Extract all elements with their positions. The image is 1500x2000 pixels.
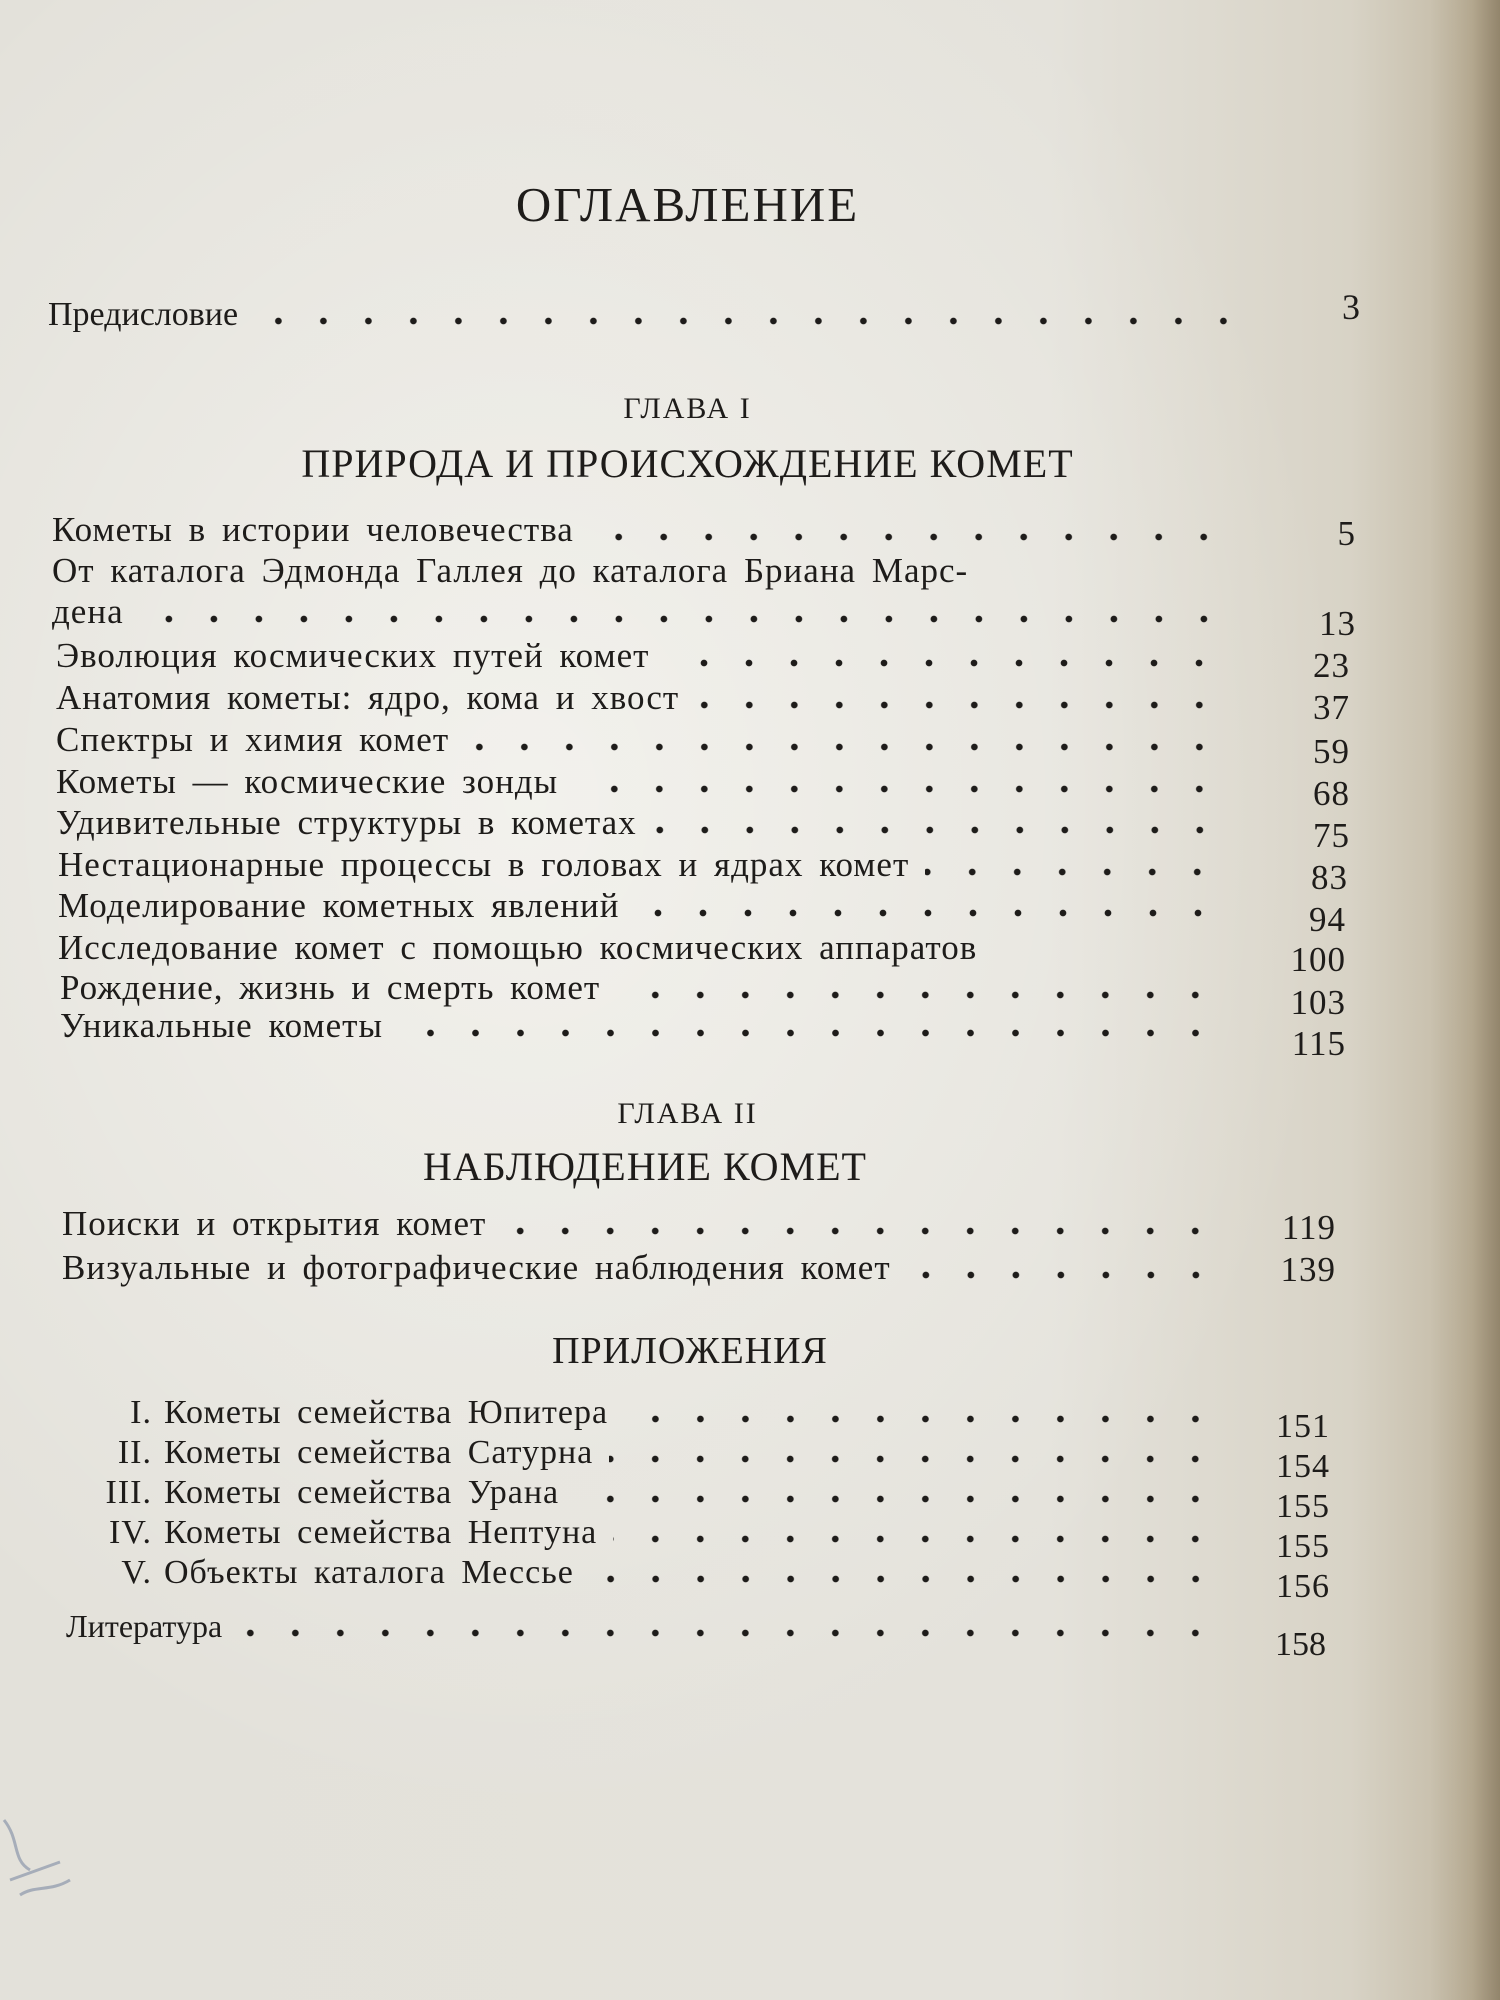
dot-leader bbox=[616, 991, 1218, 999]
toc-entry bbox=[52, 551, 1240, 591]
dot-leader bbox=[590, 1575, 1218, 1583]
toc-entry-label: Уникальные кометы bbox=[60, 1006, 383, 1045]
toc-page-number: 119 bbox=[1281, 1208, 1336, 1247]
dot-leader bbox=[465, 743, 1222, 751]
appendix-numeral: II. bbox=[117, 1434, 152, 1471]
toc-entry bbox=[58, 886, 1234, 926]
toc-page-number: 139 bbox=[1280, 1250, 1336, 1289]
dot-leader bbox=[613, 1535, 1218, 1543]
toc-entry bbox=[62, 1204, 1232, 1244]
toc-entry bbox=[56, 803, 1236, 843]
appendix-numeral: I. bbox=[130, 1394, 152, 1431]
toc-entry bbox=[56, 762, 1236, 802]
ink-mark bbox=[0, 1800, 90, 1910]
toc-entry-label: Литература bbox=[66, 1608, 223, 1644]
toc-page-number: 23 bbox=[1313, 646, 1350, 685]
toc-entry-label: Анатомия кометы: ядро, кома и хвост bbox=[56, 678, 680, 717]
toc-entry bbox=[60, 1006, 1232, 1046]
toc-entry-label: Нестационарные процессы в головах и ядрах комет bbox=[58, 845, 910, 884]
toc-entry-label: От каталога Эдмонда Галлея до каталога Бриана Марс- bbox=[52, 551, 969, 590]
dot-leader bbox=[609, 1455, 1218, 1463]
toc-entry-continuation bbox=[52, 592, 1240, 632]
dot-leader bbox=[624, 1415, 1218, 1423]
toc-page-number: 37 bbox=[1313, 688, 1350, 727]
toc-entry bbox=[60, 1434, 1232, 1472]
toc-entry-label: Поиски и открытия комет bbox=[62, 1204, 487, 1243]
toc-page-number: 83 bbox=[1311, 858, 1348, 897]
toc-entry-label bbox=[60, 1554, 574, 1592]
appendix-label: Кометы семейства Юпитера bbox=[164, 1394, 609, 1431]
toc-page-number: 151 bbox=[1276, 1408, 1330, 1445]
toc-entry-label: Кометы в истории человечества bbox=[52, 510, 574, 549]
toc-entry-label: Эволюция космических путей комет bbox=[56, 636, 650, 675]
toc-entry bbox=[56, 636, 1236, 676]
toc-entry-literature bbox=[66, 1608, 1232, 1645]
toc-entry-label: Кометы — космические зонды bbox=[56, 762, 559, 801]
dot-leader bbox=[907, 1271, 1218, 1279]
toc-entry-label: Удивительные структуры в кометах bbox=[56, 803, 637, 842]
dot-leader bbox=[575, 1495, 1218, 1503]
toc-entry bbox=[60, 1474, 1232, 1512]
toc-entry bbox=[60, 1394, 1232, 1432]
appendix-numeral: IV. bbox=[109, 1514, 152, 1551]
toc-entry bbox=[52, 510, 1240, 550]
dot-leader bbox=[665, 659, 1222, 667]
toc-page-number: 115 bbox=[1291, 1024, 1346, 1063]
page-spine-shadow bbox=[1430, 0, 1500, 2000]
toc-page-number: 68 bbox=[1313, 774, 1350, 813]
toc-entry-label bbox=[60, 1434, 593, 1472]
toc-entry-label bbox=[60, 1514, 597, 1552]
toc-page-number: 75 bbox=[1313, 816, 1350, 855]
toc-entry bbox=[60, 1514, 1232, 1552]
toc-page-number: 13 bbox=[1319, 604, 1356, 643]
toc-entry-label: Рождение, жизнь и смерть комет bbox=[60, 968, 601, 1007]
toc-entry-label: Спектры и химия комет bbox=[56, 720, 450, 759]
toc-page-number: 59 bbox=[1313, 732, 1350, 771]
toc-entry bbox=[56, 720, 1236, 760]
toc-entry-label bbox=[60, 1394, 608, 1432]
toc-page-number: 155 bbox=[1276, 1528, 1330, 1565]
chapter-2-number: ГЛАВА II bbox=[617, 1097, 758, 1130]
toc-entry-label: Предисловие bbox=[48, 296, 239, 333]
toc-entry-label bbox=[60, 1474, 559, 1512]
toc-page-number: 158 bbox=[1275, 1626, 1326, 1663]
page-title: ОГЛАВЛЕНИЕ bbox=[515, 177, 860, 232]
toc-page-number: 3 bbox=[1342, 287, 1360, 327]
toc-entry bbox=[56, 678, 1236, 718]
toc-entry-label: Исследование комет с помощью космических аппаратов bbox=[58, 928, 978, 967]
toc-page-number: 156 bbox=[1276, 1568, 1330, 1605]
dot-leader bbox=[238, 1629, 1218, 1637]
toc-entry bbox=[58, 845, 1234, 885]
appendix-numeral: III. bbox=[105, 1474, 152, 1511]
dot-leader bbox=[653, 826, 1222, 834]
dot-leader bbox=[590, 533, 1226, 541]
toc-page-number: 5 bbox=[1337, 514, 1356, 553]
toc-page-number: 94 bbox=[1309, 900, 1346, 939]
toc-entry-label: Моделирование кометных явлений bbox=[58, 886, 620, 925]
chapter-1-number: ГЛАВА I bbox=[623, 392, 752, 425]
appendix-label: Объекты каталога Мессье bbox=[164, 1554, 574, 1591]
toc-entry-label: дена bbox=[52, 592, 124, 631]
dot-leader bbox=[695, 701, 1222, 709]
appendix-label: Кометы семейства Урана bbox=[164, 1474, 560, 1511]
dot-leader bbox=[925, 868, 1220, 876]
toc-page-number: 154 bbox=[1276, 1448, 1330, 1485]
dot-leader bbox=[636, 909, 1220, 917]
chapter-1-title: ПРИРОДА И ПРОИСХОЖДЕНИЕ КОМЕТ bbox=[301, 441, 1074, 486]
toc-entry-label: Визуальные и фотографические наблюдения комет bbox=[62, 1248, 891, 1287]
dot-leader bbox=[140, 615, 1226, 623]
appendix-label: Кометы семейства Нептуна bbox=[164, 1514, 598, 1551]
toc-page-number: 155 bbox=[1276, 1488, 1330, 1525]
toc-page-number: 103 bbox=[1290, 983, 1346, 1022]
appendix-title: ПРИЛОЖЕНИЯ bbox=[552, 1330, 828, 1372]
dot-leader bbox=[254, 317, 1246, 325]
dot-leader bbox=[574, 785, 1222, 793]
chapter-2-title: НАБЛЮДЕНИЕ КОМЕТ bbox=[423, 1144, 867, 1189]
dot-leader bbox=[399, 1029, 1218, 1037]
toc-entry bbox=[60, 1554, 1232, 1592]
dot-leader bbox=[502, 1227, 1218, 1235]
appendix-numeral: V. bbox=[121, 1554, 152, 1591]
toc-entry bbox=[62, 1248, 1232, 1288]
appendix-label: Кометы семейства Сатурна bbox=[164, 1434, 594, 1471]
toc-entry-preface bbox=[48, 296, 1260, 334]
toc-entry bbox=[58, 928, 1234, 968]
toc-page-number: 100 bbox=[1290, 940, 1346, 979]
toc-entry bbox=[60, 968, 1232, 1008]
